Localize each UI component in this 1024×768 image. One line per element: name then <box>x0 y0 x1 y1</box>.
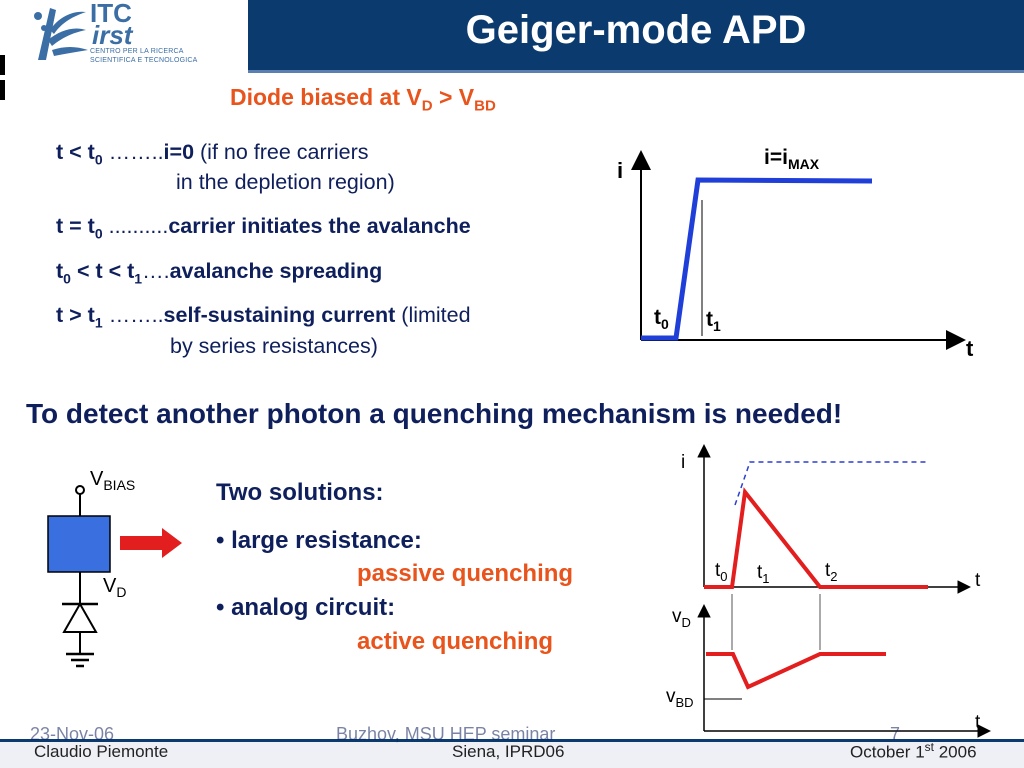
condition-before-t0: $t < t_0$ ……..i=0 (if no free carriers <box>56 140 369 168</box>
graph3-x-label: t <box>975 712 981 733</box>
condition-after-t1: $t > t_1$ ……..self-sustaining current (limited <box>56 303 471 331</box>
condition-at-t0: $t = t_0$ ..........carrier initiates the avalanche <box>56 214 471 242</box>
graph2-t1-label: $t_1$ <box>757 562 770 586</box>
graph2-x-label: t <box>975 570 981 591</box>
quenching-resistor <box>48 516 110 572</box>
graph3-voltage-trace <box>706 654 886 687</box>
slide-title: Geiger-mode APD <box>465 8 807 52</box>
graph2-y-label: i <box>681 452 686 473</box>
graph2-t2-label: $t_2$ <box>825 560 838 584</box>
footer-overlay-date: 23-Nov-06 <box>30 724 115 744</box>
graph2-current-trace <box>704 492 928 587</box>
solutions-title: Two solutions: <box>216 479 384 506</box>
solution-analog-circuit: • analog circuit: <box>216 594 396 621</box>
logo-wordmark-itc: ITC <box>90 0 132 28</box>
edge-mark <box>0 55 5 75</box>
footer-overlay-seminar: Buzhov, MSU HEP seminar <box>336 724 556 744</box>
window-edge <box>0 0 5 768</box>
passive-quenching-label: passive quenching <box>357 560 574 587</box>
active-quenching-label: active quenching <box>357 628 554 655</box>
footer-date: October 1st 2006 <box>850 740 977 762</box>
vbias-terminal <box>76 486 84 494</box>
solution-large-resistance: • large resistance: <box>216 527 422 554</box>
graph1-imax-label: $i=i_{MAX}$ <box>764 146 820 173</box>
vd-label: $V_D$ <box>103 575 127 600</box>
graph1-x-label: t <box>966 336 974 361</box>
condition-before-t0-line2: in the depletion region) <box>176 170 395 194</box>
graph1-current-trace <box>641 180 872 338</box>
logo-subtitle: SCIENTIFICA E TECNOLOGICA <box>90 57 198 64</box>
graph3-y-label: $v_D$ <box>672 606 691 630</box>
bias-condition-heading: Diode biased at $V_D > V_{BD}$ <box>230 84 496 115</box>
footer-overlay-page: 7 <box>890 724 901 744</box>
graph1-y-label: i <box>617 158 624 183</box>
diode-symbol <box>64 604 96 632</box>
title-bar-rule <box>248 70 1024 73</box>
edge-mark <box>0 80 5 100</box>
logo-wordmark-irst: irst <box>92 20 133 50</box>
graph3-vbd-label: $v_{BD}$ <box>666 686 694 710</box>
condition-after-t1-line2: by series resistances) <box>170 334 378 358</box>
graph2-t0-label: $t_0$ <box>715 560 728 584</box>
logo-subtitle: CENTRO PER LA RICERCA <box>90 48 184 55</box>
condition-between-t0-t1: $t_0 < t$ < $t_1\dots.avalanche$ spreading <box>56 259 383 287</box>
quenching-headline: To detect another photon a quenching mechanism is needed! <box>26 398 843 429</box>
graph1-t1-label: $t_1$ <box>706 308 721 335</box>
arrow-right-icon <box>120 528 182 558</box>
graph1-t0-label: $t_0$ <box>654 306 669 333</box>
graph2-unquenched-trace <box>735 462 928 505</box>
vbias-label: $V_{BIAS}$ <box>90 468 136 493</box>
footer-venue: Siena, IPRD06 <box>452 742 565 761</box>
footer-author: Claudio Piemonte <box>34 742 169 761</box>
